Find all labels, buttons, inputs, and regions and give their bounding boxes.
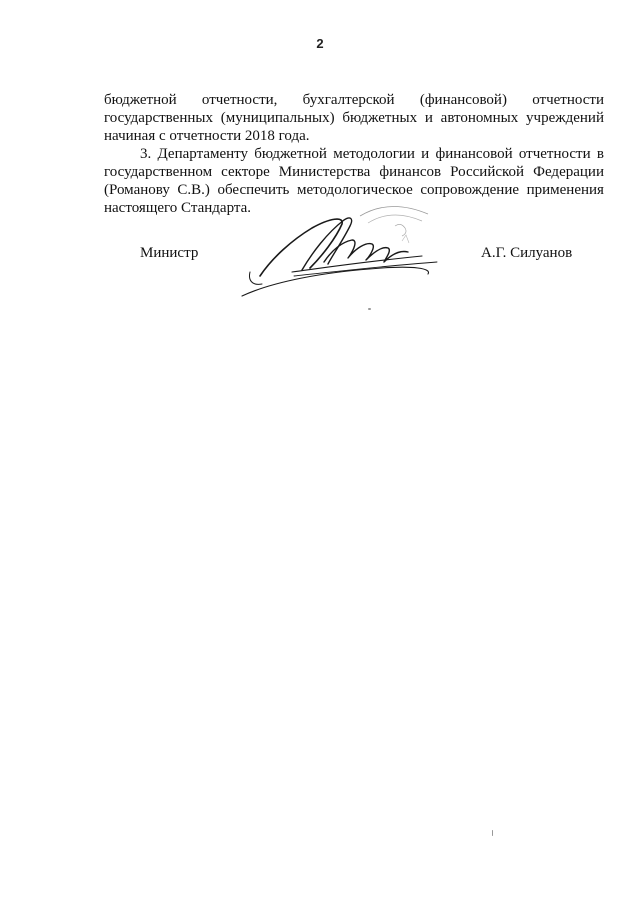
word: Федерации bbox=[533, 164, 604, 180]
scan-artifact bbox=[368, 308, 371, 310]
word: методологии bbox=[333, 146, 415, 162]
word: Департаменту bbox=[157, 146, 249, 162]
word: отчетности bbox=[532, 92, 604, 108]
word: государственных bbox=[104, 110, 213, 126]
word: учреждений bbox=[526, 110, 604, 126]
word: бюджетной bbox=[254, 146, 327, 162]
word: и bbox=[421, 146, 430, 162]
paragraph-1-line-1 bbox=[104, 91, 604, 109]
word: государственном bbox=[104, 164, 213, 180]
word: (финансовой) bbox=[419, 92, 507, 108]
scan-artifact bbox=[492, 830, 493, 836]
word: в bbox=[596, 146, 604, 162]
word: применения bbox=[526, 182, 604, 198]
word: Российской bbox=[450, 164, 525, 180]
paragraph-1 bbox=[104, 91, 604, 145]
word: (Романову bbox=[104, 182, 170, 198]
word: бюджетных bbox=[342, 110, 418, 126]
word: секторе bbox=[221, 164, 270, 180]
word: финансов bbox=[379, 164, 442, 180]
word: 3. bbox=[140, 146, 152, 162]
word: обеспечить bbox=[217, 182, 290, 198]
word: и bbox=[424, 110, 433, 126]
word: бухгалтерской bbox=[302, 92, 395, 108]
paragraph-1-line-3: начиная с отчетности 2018 года. bbox=[104, 128, 310, 144]
word: Министерства bbox=[278, 164, 371, 180]
signatory-name: А.Г. Силуанов bbox=[481, 245, 573, 261]
paragraph-1-line-2 bbox=[104, 109, 604, 127]
page-number: 2 bbox=[316, 36, 324, 51]
paragraph-2-line-4: настоящего Стандарта. bbox=[104, 200, 252, 216]
word: отчетности bbox=[518, 146, 591, 162]
signatory-title: Министр bbox=[140, 245, 199, 261]
word: автономных bbox=[440, 110, 519, 126]
word: сопровождение bbox=[420, 182, 520, 198]
word: финансовой bbox=[435, 146, 513, 162]
paragraph-2-line-2 bbox=[104, 163, 604, 181]
word: методологическое bbox=[296, 182, 413, 198]
word: бюджетной bbox=[104, 92, 177, 108]
word: (муниципальных) bbox=[220, 110, 335, 126]
word: С.В.) bbox=[177, 182, 210, 198]
paragraph-2-line-1 bbox=[104, 145, 604, 163]
word: отчетности, bbox=[201, 92, 278, 108]
signature-block bbox=[0, 245, 640, 275]
